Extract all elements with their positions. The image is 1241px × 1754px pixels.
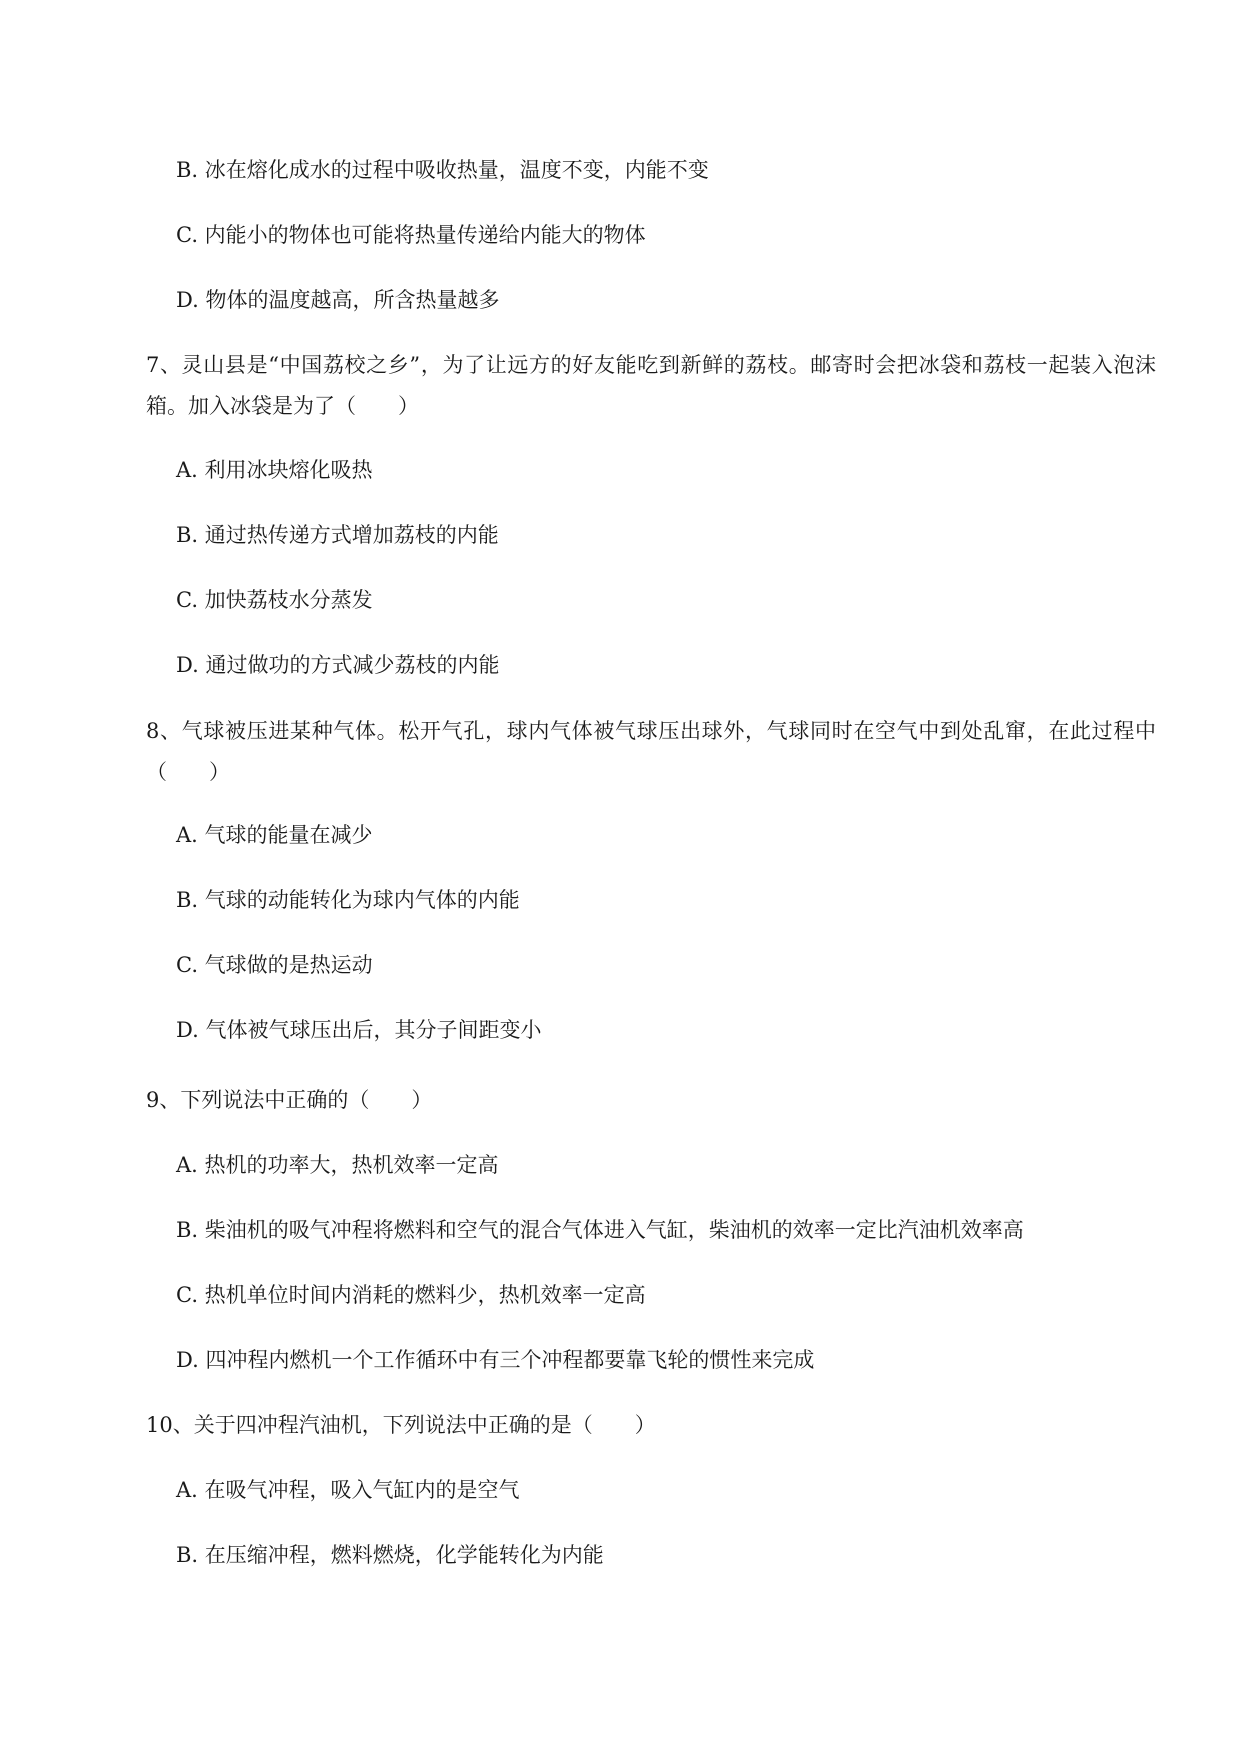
q6-option-d: D. 物体的温度越高，所含热量越多	[176, 288, 500, 312]
q7-option-d: D. 通过做功的方式减少荔枝的内能	[176, 653, 500, 677]
q6-option-c: C. 内能小的物体也可能将热量传递给内能大的物体	[176, 223, 646, 247]
question-9: 9、下列说法中正确的（ ）	[146, 1088, 433, 1112]
question-8: 8、气球被压进某种气体。松开气孔，球内气体被气球压出球外，气球同时在空气中到处乱窜，在此过程中（ ）	[146, 719, 1156, 784]
q7-option-c: C. 加快荔枝水分蒸发	[176, 588, 373, 612]
q9-option-d: D. 四冲程内燃机一个工作循环中有三个冲程都要靠飞轮的惯性来完成	[176, 1348, 815, 1372]
question-7: 7、灵山县是“中国荔校之乡”，为了让远方的好友能吃到新鲜的荔枝。邮寄时会把冰袋和荔枝一起装入泡沫箱。加入冰袋是为了（ ）	[146, 353, 1156, 418]
q8-option-c: C. 气球做的是热运动	[176, 953, 373, 977]
q8-option-a: A. 气球的能量在减少	[176, 823, 373, 847]
q6-option-b: B. 冰在熔化成水的过程中吸收热量，温度不变，内能不变	[176, 158, 709, 182]
q7-option-a: A. 利用冰块熔化吸热	[176, 458, 373, 482]
q9-option-a: A. 热机的功率大，热机效率一定高	[176, 1153, 499, 1177]
q10-option-b: B. 在压缩冲程，燃料燃烧，化学能转化为内能	[176, 1543, 604, 1567]
question-10: 10、关于四冲程汽油机，下列说法中正确的是（ ）	[146, 1413, 656, 1437]
q10-option-a: A. 在吸气冲程，吸入气缸内的是空气	[176, 1478, 520, 1502]
q8-option-d: D. 气体被气球压出后，其分子间距变小	[176, 1018, 542, 1042]
q9-option-c: C. 热机单位时间内消耗的燃料少，热机效率一定高	[176, 1283, 646, 1307]
q8-option-b: B. 气球的动能转化为球内气体的内能	[176, 888, 520, 912]
q9-option-b: B. 柴油机的吸气冲程将燃料和空气的混合气体进入气缸，柴油机的效率一定比汽油机效率高	[176, 1218, 1024, 1242]
q7-option-b: B. 通过热传递方式增加荔枝的内能	[176, 523, 499, 547]
